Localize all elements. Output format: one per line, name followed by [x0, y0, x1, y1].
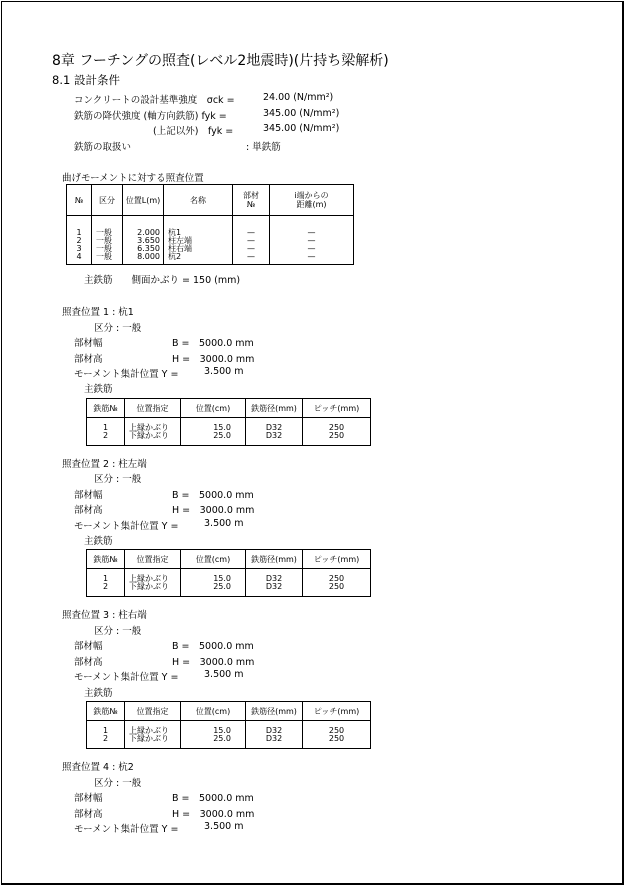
rebar-handling-value: : 単鉄筋 [246, 142, 281, 153]
moment-label: モーメント集計位置 Y = [74, 824, 179, 835]
height-label: 部材高 [74, 657, 103, 668]
table-row: 1 2 上縁かぶり 下縁かぶり 15.0 25.0 D32 D32 250 250 [87, 418, 371, 446]
height-label: 部材高 [74, 505, 103, 516]
col-header: ピッチ(mm) [303, 550, 371, 569]
section-heading: 8.1 設計条件 [52, 73, 120, 87]
rebar-table [86, 549, 371, 597]
moment-label: モーメント集計位置 Y = [74, 672, 179, 683]
col-header: 鉄筋径(mm) [246, 702, 303, 721]
table-header-row [87, 399, 371, 418]
width-value: B = 5000.0 mm [172, 338, 254, 349]
rebar-caption: 主鉄筋 [84, 384, 113, 395]
moment-value: 3.500 m [204, 518, 244, 529]
col-header: 鉄筋径(mm) [246, 399, 303, 418]
width-value: B = 5000.0 mm [172, 793, 254, 804]
col-header: 位置指定 [125, 702, 181, 721]
moment-position-table [66, 184, 354, 265]
col-header: 名称 [164, 185, 233, 216]
position-cell: 2.000 3.650 6.350 8.000 [123, 216, 164, 265]
position-title: 照査位置 4 : 杭2 [62, 762, 134, 773]
position-kubun: 区分 : 一般 [94, 474, 142, 485]
col-header: 位置指定 [125, 399, 181, 418]
width-label: 部材幅 [74, 641, 103, 652]
kubun-cell: 一般 一般 一般 一般 [92, 216, 123, 265]
col-header: 位置L(m) [123, 185, 164, 216]
col-header: 区分 [92, 185, 123, 216]
moment-label: モーメント集計位置 Y = [74, 521, 179, 532]
fck-value: 24.00 (N/mm²) [263, 92, 334, 103]
col-header: 鉄筋№ [87, 702, 125, 721]
col-header: 鉄筋№ [87, 550, 125, 569]
col-header: ピッチ(mm) [303, 702, 371, 721]
width-label: 部材幅 [74, 338, 103, 349]
table-header-row [67, 185, 354, 216]
rebar-handling-label: 鉄筋の取扱い [74, 142, 132, 153]
rebar-table [86, 701, 371, 749]
col-header: 鉄筋№ [87, 399, 125, 418]
col-header: № [67, 185, 92, 216]
table-row: 1 2 上縁かぶり 下縁かぶり 15.0 25.0 D32 D32 250 250 [87, 721, 371, 749]
position-title: 照査位置 2 : 柱左端 [62, 459, 147, 470]
member-cell: — — — — [233, 216, 270, 265]
page-title: 8章 フーチングの照査(レベル2地震時)(片持ち梁解析) [52, 53, 389, 69]
position-kubun: 区分 : 一般 [94, 626, 142, 637]
fck-label: コンクリートの設計基準強度 σck = [74, 95, 235, 106]
width-value: B = 5000.0 mm [172, 641, 254, 652]
fyk1-value: 345.00 (N/mm²) [263, 108, 340, 119]
height-value: H = 3000.0 mm [172, 657, 255, 668]
col-header: 位置(cm) [181, 399, 246, 418]
moment-value: 3.500 m [204, 669, 244, 680]
height-label: 部材高 [74, 809, 103, 820]
name-cell: 杭1 柱左端 柱右端 杭2 [164, 216, 233, 265]
rebar-caption: 主鉄筋 [84, 688, 113, 699]
height-value: H = 3000.0 mm [172, 809, 255, 820]
rebar-table [86, 398, 371, 446]
moment-table-caption: 曲げモーメントに対する照査位置 [62, 173, 204, 184]
moment-label: モーメント集計位置 Y = [74, 369, 179, 380]
width-value: B = 5000.0 mm [172, 490, 254, 501]
table-row [67, 216, 354, 265]
rebar-caption: 主鉄筋 [84, 536, 113, 547]
position-title: 照査位置 1 : 杭1 [62, 307, 134, 318]
col-header: i端からの 距離(m) [270, 185, 354, 216]
distance-cell: — — — — [270, 216, 354, 265]
cover-note: 主鉄筋 側面かぶり = 150 (mm) [84, 275, 241, 286]
moment-value: 3.500 m [204, 366, 244, 377]
height-value: H = 3000.0 mm [172, 505, 255, 516]
fyk2-value: 345.00 (N/mm²) [263, 123, 340, 134]
col-header: 鉄筋径(mm) [246, 550, 303, 569]
height-label: 部材高 [74, 354, 103, 365]
col-header: ピッチ(mm) [303, 399, 371, 418]
fyk1-label: 鉄筋の降伏強度 (軸方向鉄筋) fyk = [74, 111, 227, 122]
position-kubun: 区分 : 一般 [94, 778, 142, 789]
moment-value: 3.500 m [204, 821, 244, 832]
col-header: 位置指定 [125, 550, 181, 569]
width-label: 部材幅 [74, 490, 103, 501]
table-header-row [87, 702, 371, 721]
no-cell: 1 2 3 4 [67, 216, 92, 265]
position-kubun: 区分 : 一般 [94, 323, 142, 334]
position-title: 照査位置 3 : 柱右端 [62, 610, 147, 621]
col-header: 位置(cm) [181, 550, 246, 569]
width-label: 部材幅 [74, 793, 103, 804]
height-value: H = 3000.0 mm [172, 354, 255, 365]
col-header: 部材 № [233, 185, 270, 216]
table-row: 1 2 上縁かぶり 下縁かぶり 15.0 25.0 D32 D32 250 250 [87, 569, 371, 597]
fyk2-label: (上記以外) fyk = [153, 126, 234, 137]
col-header: 位置(cm) [181, 702, 246, 721]
table-header-row [87, 550, 371, 569]
